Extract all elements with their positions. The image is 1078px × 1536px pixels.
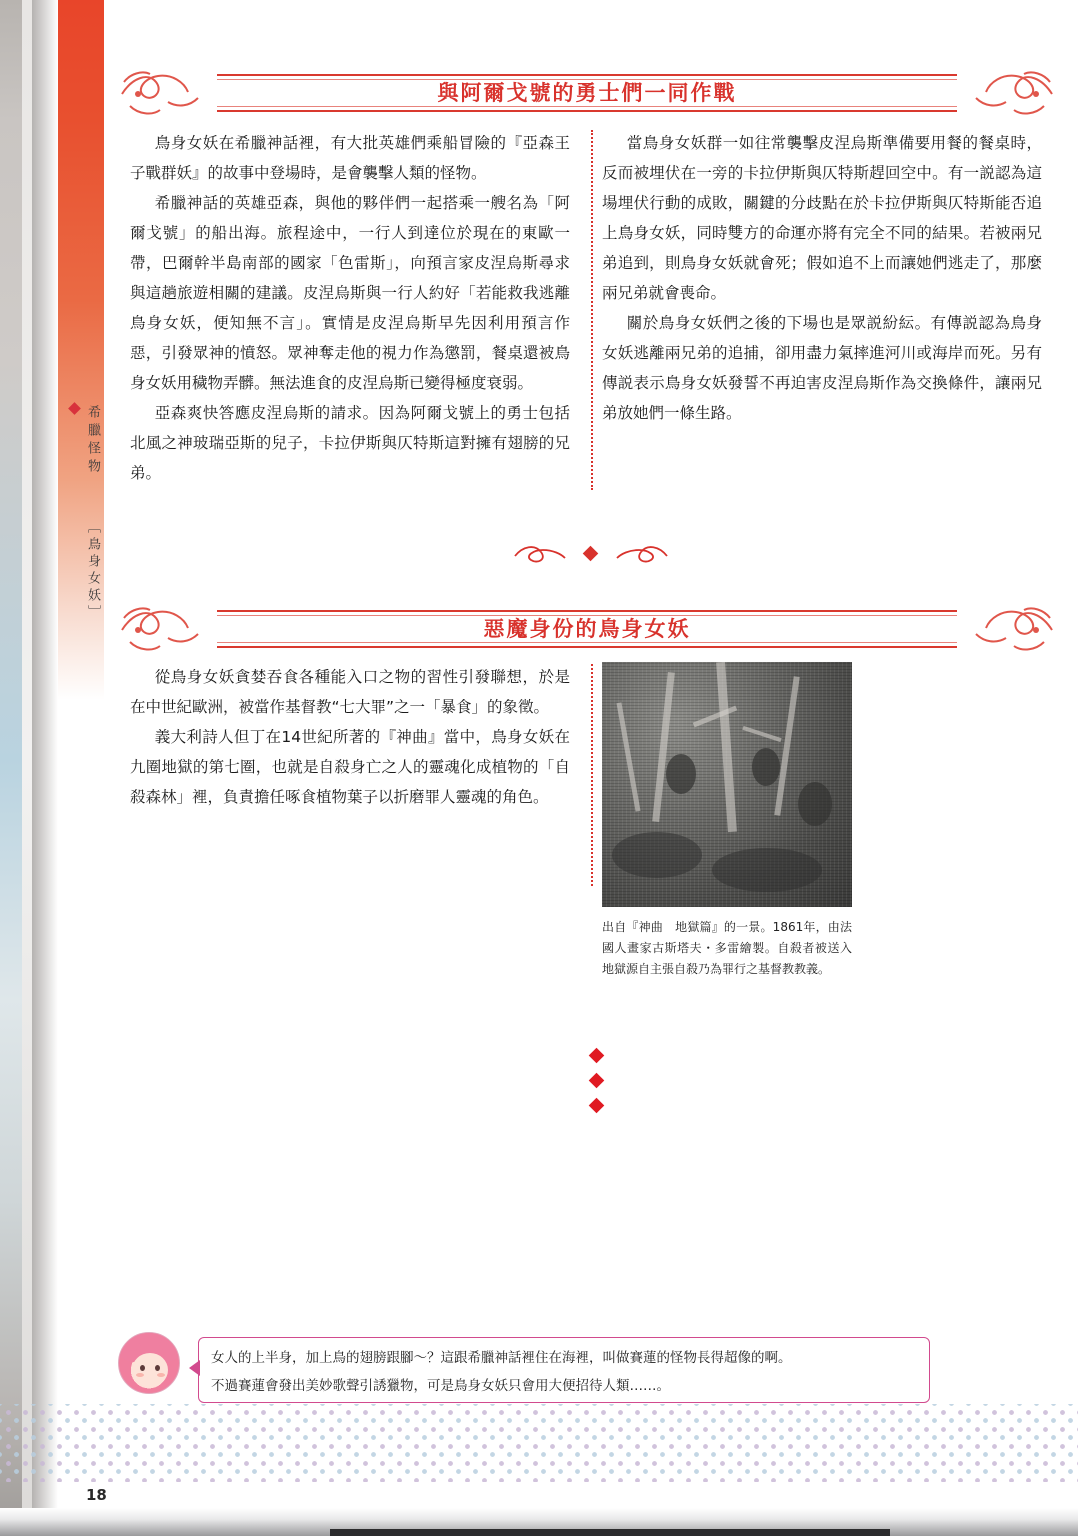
section-2-figure	[602, 662, 852, 980]
section-1-column-divider	[591, 130, 593, 490]
section-1-column-left	[130, 128, 570, 488]
paragraph: 鳥身女妖在希臘神話裡，有大批英雄們乘船冒險的『亞森王子戰群妖』的故事中登場時，是會襲擊人類的怪物。	[130, 134, 570, 182]
section-2-column-divider	[591, 664, 593, 886]
section-1-column-right	[602, 128, 1042, 428]
paragraph: 亞森爽快答應皮涅烏斯的請求。因為阿爾戈號上的勇士包括北風之神玻瑞亞斯的兒子，卡拉伊斯與仄特斯這對擁有翅膀的兄弟。	[130, 404, 570, 482]
comment-line: 不過賽蓮會發出美妙歌聲引誘獵物，可是鳥身女妖只會用大便招待人類……。	[211, 1378, 670, 1394]
section-2-banner	[122, 598, 1052, 660]
avatar-eye-right	[155, 1365, 160, 1371]
scan-left-edge-inner	[22, 0, 32, 1536]
scan-left-edge	[0, 0, 22, 1536]
scan-bottom-black-band	[330, 1529, 890, 1536]
figure-caption: 出自『神曲 地獄篇』的一景。1861年，由法國人畫家古斯塔夫・多雷繪製。自殺者被送入地獄源自主張自殺乃為罪行之基督教教義。	[602, 920, 852, 976]
paragraph: 關於鳥身女妖們之後的下場也是眾説紛紜。有傳説認為鳥身女妖逃離兩兄弟的追捕，卻用盡力氣摔進河川或海岸而死。另有傳説表示鳥身女妖發誓不再迫害皮涅烏斯作為交換條件，讓兩兄弟放她們一條生路。	[602, 314, 1042, 422]
dore-suicide-forest-engraving	[602, 662, 852, 907]
page-content	[104, 0, 1078, 1536]
diamond-bullet-stack	[591, 1050, 602, 1125]
page-number: 18	[86, 1486, 107, 1504]
page-gutter-shadow	[32, 0, 58, 1536]
ornament-separator	[104, 540, 1078, 566]
paragraph: 當鳥身女妖群一如往常襲擊皮涅烏斯準備要用餐的餐桌時，反而被埋伏在一旁的卡拉伊斯與仄特斯趕回空中。有一説認為這場埋伏行動的成敗，關鍵的分歧點在於卡拉伊斯與仄特斯能否追上鳥身女妖，同時雙方的命運亦將有完全不同的結果。若被兩兄弟追到，則鳥身女妖就會死；假如追不上而讓她們逃走了，那麼兩兄弟就會喪命。	[602, 134, 1042, 302]
section-1-banner	[122, 62, 1052, 124]
comment-bubble	[198, 1337, 930, 1403]
comment-text	[211, 1344, 919, 1400]
footer-dot-pattern	[0, 1404, 1078, 1482]
banner-rule-bottom	[217, 110, 957, 112]
banner-rule-bottom	[217, 646, 957, 648]
spine-subject-label: ［鳥身女妖］	[85, 520, 100, 622]
section-1-title: 與阿爾戈號的勇士們一同作戰	[437, 81, 737, 105]
cat-girl-avatar	[118, 1332, 180, 1394]
diamond-icon	[589, 1098, 605, 1114]
comment-line: 女人的上半身，加上鳥的翅膀跟腳～？這跟希臘神話裡住在海裡，叫做賽蓮的怪物長得超像的啊。	[211, 1350, 792, 1366]
bubble-tail	[189, 1360, 200, 1376]
section-2-title: 惡魔身份的鳥身女妖	[483, 617, 691, 641]
spine-category-label: 希臘怪物	[85, 405, 100, 477]
paragraph: 義大利詩人但丁在14世紀所著的『神曲』當中，鳥身女妖在九圈地獄的第七圈，也就是自殺身亡之人的靈魂化成植物的「自殺森林」裡，負責擔任啄食植物葉子以折磨罪人靈魂的角色。	[130, 728, 570, 806]
section-2-column-left	[130, 662, 570, 812]
diamond-icon	[589, 1073, 605, 1089]
diamond-icon	[589, 1048, 605, 1064]
avatar-blush-left	[136, 1373, 144, 1377]
paragraph: 希臘神話的英雄亞森，與他的夥伴們一起搭乘一艘名為「阿爾戈號」的船出海。旅程途中，一行人到達位於現在的東歐一帶，巴爾幹半島南部的國家「色雷斯」，向預言家皮涅烏斯尋求與這趟旅遊相關的建議。皮涅烏斯與一行人約好「若能救我逃離鳥身女妖，便知無不言」。實情是皮涅烏斯早先因利用預言作惡，引發眾神的憤怒。眾神奪走他的視力作為懲罰，餐桌還被鳥身女妖用穢物弄髒。無法進食的皮涅烏斯已變得極度衰弱。	[130, 194, 570, 392]
avatar-eye-left	[140, 1365, 145, 1371]
avatar-face	[132, 1353, 168, 1387]
avatar-blush-right	[157, 1373, 165, 1377]
paragraph: 從鳥身女妖貪婪吞食各種能入口之物的習性引發聯想，於是在中世紀歐洲，被當作基督教“七大罪”之一「暴食」的象徵。	[130, 668, 570, 716]
